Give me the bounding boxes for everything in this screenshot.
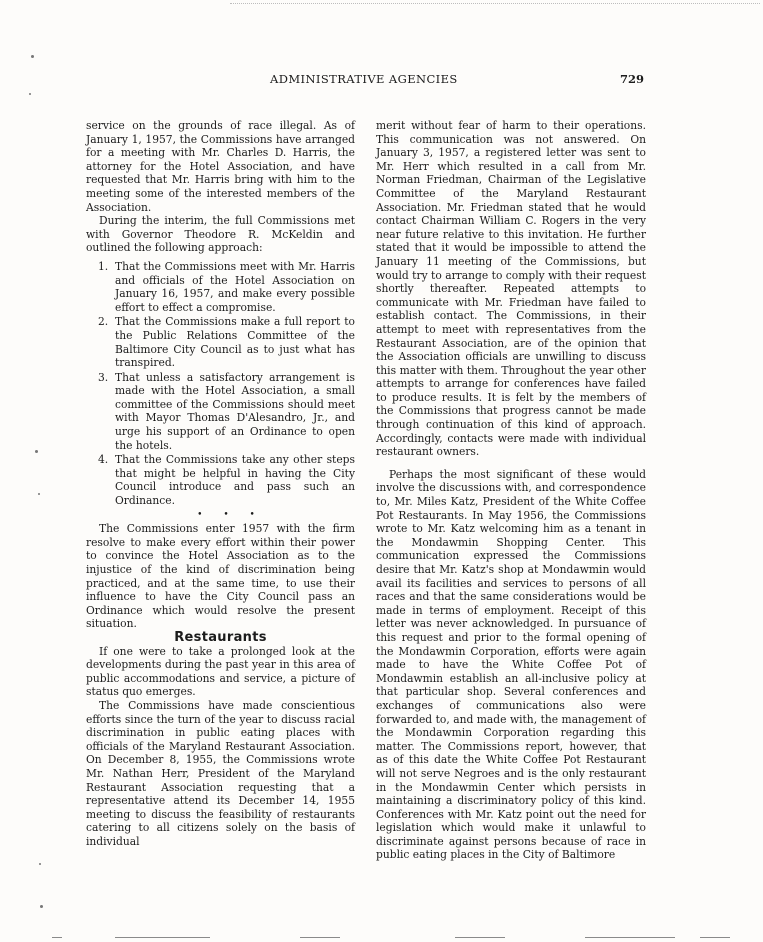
scan-speck (31, 55, 34, 58)
list-item-text: That unless a satisfactory arrangement is made with the Hotel Association, a small committee of the Commissions should meet with Mayor Thomas D'Alesandro, Jr., and urge his support of an Ordinance to open the hotels. (115, 370, 355, 452)
paragraph: Perhaps the most significant of these would involve the discussions with, and correspondence to, Mr. Miles Katz, President of the White Coffee Pot Restaurants. In May 1956, the Commissions wrote to Mr. Katz welcoming him as a tenant in the Mondawmin Shopping Center. This communication expressed the Commissions desire that Mr. Katz's shop at Mondawmin would avail its facilities and services to persons of all races and that the same considerations would be made in terms of employment. Receipt of this letter was never acknowledged. In pursuance of this request and prior to the formal opening of the Mondawmin Corporation, efforts were again made to have the White Coffee Pot of Mondawmin establish an all-inclusive policy at that particular shop. Several conferences and exchanges of communications also were forwarded to, and made with, the management of the Mondawmin Corporation regarding this matter. The Commissions report, however, that as of this date the White Coffee Pot Restaurant will not serve Negroes and is the only restaurant in the Mondawmin Center which persists in maintaining a discriminatory policy of this kind. Conferences with Mr. Katz point out the need for legislation which would make it unlawful to discriminate against persons because of race in public eating places in the City of Baltimore (376, 467, 646, 862)
list-item-text: That the Commissions meet with Mr. Harris and officials of the Hotel Association on January 16, 1957, and make every possible effort to effect a compromise. (115, 259, 355, 314)
scan-rule (52, 937, 62, 938)
scan-rule (455, 937, 505, 938)
scan-rule (700, 937, 730, 938)
paragraph: If one were to take a prolonged look at the developments during the past year in this area of public accommodations and service, a picture of status quo emerges. (86, 644, 355, 699)
paragraph: During the interim, the full Commissions met with Governor Theodore R. McKeldin and outlined the following approach: (86, 214, 355, 255)
list-item-number: 3. (98, 370, 109, 384)
approach-list (86, 260, 355, 508)
scan-speck (39, 863, 41, 865)
scan-rule (300, 937, 340, 938)
paragraph: The Commissions have made conscientious efforts since the turn of the year to discuss racial discrimination in public eating places with officials of the Maryland Restaurant Association. On December 8, 1955, the Commissions wrote Mr. Nathan Herr, President of the Maryland Restaurant Association requesting that a representative attend its December 14, 1955 meeting to discuss the feasibility of restaurants catering to all citizens solely on the basis of individual (86, 698, 355, 848)
section-heading: Restaurants (174, 629, 267, 645)
left-column (86, 119, 355, 848)
list-item-number: 4. (98, 453, 109, 467)
list-item-number: 2. (98, 315, 109, 329)
running-header (270, 72, 644, 88)
list-item (86, 371, 355, 453)
scan-rule (585, 937, 675, 938)
list-item-number: 1. (98, 259, 109, 273)
running-header-title: ADMINISTRATIVE AGENCIES (270, 72, 458, 86)
list-item (86, 260, 355, 314)
list-item-text: That the Commissions take any other steps that might be helpful in having the City Council introduce and pass such an Ordinance. (115, 453, 355, 508)
scan-rule (115, 937, 210, 938)
scan-speck (40, 905, 43, 908)
scan-speck (38, 493, 40, 495)
right-column (376, 119, 646, 862)
scan-speck (35, 450, 38, 453)
paragraph: service on the grounds of race illegal. As of January 1, 1957, the Commissions have arranged for a meeting with Mr. Charles D. Harris, the attorney for the Hotel Association, and have requested that Mr. Harris bring with him to the meeting some of the interested members of the Association. (86, 119, 355, 214)
list-item (86, 453, 355, 507)
paragraph: merit without fear of harm to their operations. This communication was not answered. On January 3, 1957, a registered letter was sent to Mr. Herr which resulted in a call from Mr. Norman Friedman, Chairman of the Legislative Committee of the Maryland Restaurant Association. Mr. Friedman stated that he would contact Chairman William C. Rogers in the very near future relative to this invitation. He further stated that it would be impossible to attend the January 11 meeting of the Commissions, but would try to arrange to comply with their request shortly thereafter. Repeated attempts to communicate with Mr. Friedman have failed to establish contact. The Commissions, in their attempt to meet with representatives from the Restaurant Association, are of the opinion that the Association officials are unwilling to discuss this matter with them. Throughout the year other attempts to arrange for conferences have failed to produce results. It is felt by the members of the Commissions that progress cannot be made through continuation of this kind of approach. Accordingly, contacts were made with individual restaurant owners. (376, 119, 646, 459)
page-number: 729 (619, 72, 644, 86)
list-item-text: That the Commissions make a full report to the Public Relations Committee of the Baltimore City Council as to just what has transpired. (115, 315, 355, 370)
page-top-dotted-edge (230, 3, 760, 4)
scan-speck (29, 93, 31, 95)
section-separator: • • • (197, 509, 264, 520)
paragraph: The Commissions enter 1957 with the firm resolve to make every effort within their power to convince the Hotel Association as to the injustice of the kind of discrimination being practiced, and at the same time, to use their influence to have the City Council pass an Ordinance which would resolve the present situation. (86, 522, 355, 631)
list-item (86, 315, 355, 369)
